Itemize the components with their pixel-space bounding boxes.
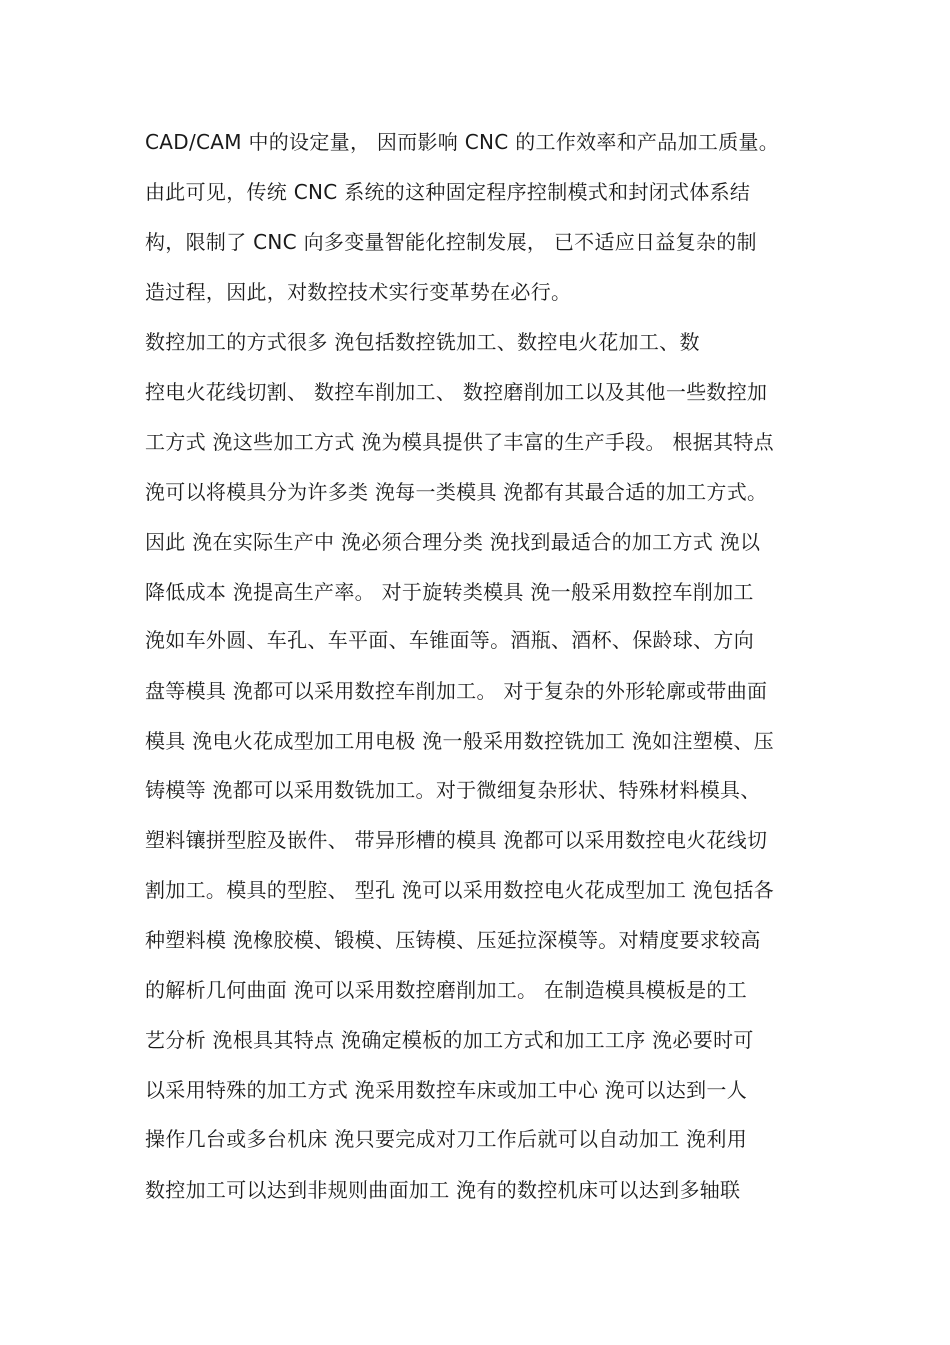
text-line: 的解析几何曲面 浼可以采用数控磨削加工。 在制造模具模板是的工: [145, 978, 748, 1002]
text-line: 模具 浼电火花成型加工用电极 浼一般采用数控铣加工 浼如注塑模、压: [145, 729, 774, 753]
text-line: 浼可以将模具分为许多类 浼每一类模具 浼都有其最合适的加工方式。: [145, 480, 768, 504]
text-line: 浼如车外圆、车孔、车平面、车锥面等。酒瓶、酒杯、保龄球、方向: [145, 628, 754, 652]
text-line: 割加工。模具的型腔、 型孔 浼可以采用数控电火花成型加工 浼包括各: [145, 878, 774, 902]
text-line: 造过程，因此，对数控技术实行变革势在必行。: [145, 280, 572, 304]
text-line: 因此 浼在实际生产中 浼必须合理分类 浼找到最适合的加工方式 浼以: [145, 530, 761, 554]
text-line: 以采用特殊的加工方式 浼采用数控车床或加工中心 浼可以达到一人: [145, 1078, 748, 1102]
text-line: 艺分析 浼根具其特点 浼确定模板的加工方式和加工工序 浼必要时可: [145, 1028, 754, 1052]
text-line: 操作几台或多台机床 浼只要完成对刀工作后就可以自动加工 浼利用: [145, 1127, 748, 1151]
text-line: 工方式 浼这些加工方式 浼为模具提供了丰富的生产手段。 根据其特点: [145, 430, 774, 454]
text-line: 种塑料模 浼橡胶模、锻模、压铸模、压延拉深模等。对精度要求较高: [145, 928, 761, 952]
text-line: 铸模等 浼都可以采用数铣加工。对于微细复杂形状、特殊材料模具、: [145, 778, 761, 802]
text-line: 由此可见，传统 CNC 系统的这种固定程序控制模式和封闭式体系结: [145, 180, 751, 204]
text-line: CAD/CAM 中的设定量， 因而影响 CNC 的工作效率和产品加工质量。: [145, 130, 780, 154]
text-line: 数控加工可以达到非规则曲面加工 浼有的数控机床可以达到多轴联: [145, 1178, 741, 1202]
text-line: 降低成本 浼提高生产率。 对于旋转类模具 浼一般采用数控车削加工: [145, 580, 754, 604]
text-line: 构，限制了 CNC 向多变量智能化控制发展， 已不适应日益复杂的制: [145, 230, 757, 254]
text-line: 数控加工的方式很多 浼包括数控铣加工、数控电火花加工、数: [145, 330, 700, 354]
text-line: 盘等模具 浼都可以采用数控车削加工。 对于复杂的外形轮廓或带曲面: [145, 679, 768, 703]
text-line: 控电火花线切割、 数控车削加工、 数控磨削加工以及其他一些数控加: [145, 380, 768, 404]
text-line: 塑料镶拼型腔及嵌件、 带异形槽的模具 浼都可以采用数控电火花线切: [145, 828, 768, 852]
